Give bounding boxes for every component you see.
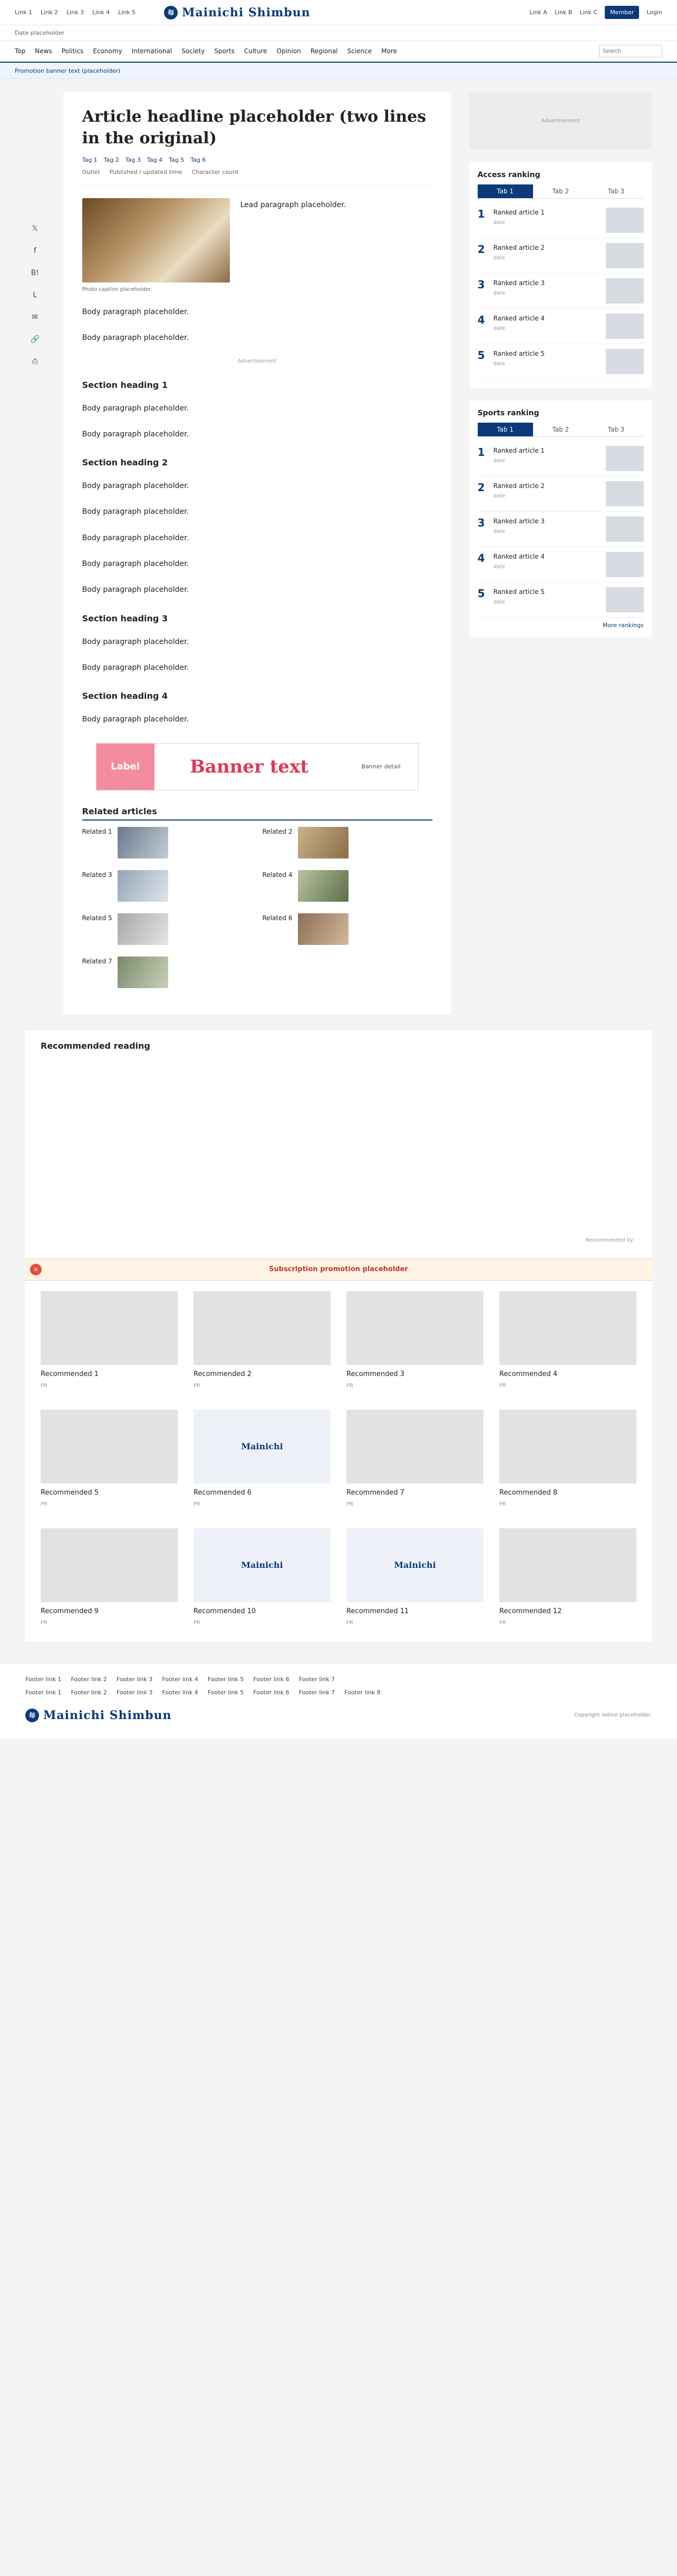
related-item[interactable]: [263, 913, 432, 950]
footer-logo[interactable]: [25, 1709, 172, 1722]
page-body: [25, 92, 652, 1014]
card-image: Mainichi: [346, 1528, 483, 1602]
card-pr: PR: [194, 1382, 200, 1389]
footer-link[interactable]: Footer link 3: [116, 1675, 153, 1683]
lead-block: [82, 198, 432, 294]
card-pr: PR: [499, 1501, 506, 1507]
top-right-link[interactable]: Link A: [529, 9, 547, 16]
paragraph: Body paragraph placeholder.: [82, 404, 189, 413]
recommend-card[interactable]: [346, 1528, 483, 1626]
recommend-card[interactable]: [194, 1291, 331, 1389]
rank-number: 3: [477, 278, 485, 291]
related-thumb: [298, 870, 349, 902]
card-image: [41, 1528, 178, 1602]
related-item[interactable]: [263, 827, 432, 864]
section-heading: Section heading 1: [82, 379, 168, 390]
ranking-item[interactable]: [478, 274, 644, 309]
related-text: Related 3: [82, 871, 112, 879]
nav-item[interactable]: More: [381, 47, 397, 55]
card-caption: Recommended 9: [41, 1607, 99, 1615]
rank-date: date: [493, 219, 506, 226]
card-pr: PR: [41, 1382, 47, 1389]
rank-title: Ranked article 3: [493, 518, 545, 525]
footer-link[interactable]: Footer link 8: [344, 1689, 381, 1696]
paragraph: Body paragraph placeholder.: [82, 508, 189, 516]
article-body: [82, 305, 432, 727]
rank-date: date: [493, 599, 506, 605]
recommend-card[interactable]: [194, 1528, 331, 1626]
nav-item[interactable]: News: [35, 47, 52, 55]
rank-number: 4: [477, 314, 485, 326]
recommend-header: [25, 1030, 652, 1258]
recommend-card[interactable]: [194, 1410, 331, 1507]
rank-number: 5: [477, 349, 485, 362]
rank-thumb: [606, 349, 644, 374]
paragraph: Body paragraph placeholder.: [82, 334, 189, 343]
card-caption: Recommended 3: [346, 1370, 405, 1378]
nav-item[interactable]: Sports: [214, 47, 235, 55]
nav-item[interactable]: Regional: [310, 47, 338, 55]
sidebar: [469, 92, 652, 1014]
footer-row: [25, 1676, 652, 1683]
tag-link[interactable]: Tag 4: [147, 157, 163, 163]
rank-number: 3: [477, 516, 485, 529]
tag-link[interactable]: Tag 6: [190, 157, 206, 163]
rank-title: Ranked article 1: [493, 209, 545, 216]
card-pr: PR: [41, 1619, 47, 1626]
card-pr: PR: [41, 1501, 47, 1507]
site-footer: [0, 1663, 677, 1738]
footer-link[interactable]: Footer link 2: [71, 1675, 107, 1683]
lead-photo[interactable]: [82, 198, 230, 294]
rank-thumb: [606, 481, 644, 506]
byline-length: Character count: [191, 169, 239, 175]
top-link[interactable]: Link 1: [15, 9, 33, 16]
footer-link[interactable]: Footer link 4: [162, 1689, 198, 1696]
card-image: [194, 1291, 331, 1365]
top-right-link[interactable]: Link C: [579, 9, 598, 16]
card-caption: Recommended 7: [346, 1488, 405, 1497]
rank-number: 1: [477, 446, 485, 458]
nav-item[interactable]: Opinion: [276, 47, 301, 55]
related-thumb: [118, 957, 168, 988]
footer-link[interactable]: Footer link 7: [298, 1675, 335, 1683]
top-bar: [0, 0, 677, 25]
related-grid: [82, 827, 432, 993]
card-pr: PR: [499, 1382, 506, 1389]
copyright: Copyright notice placeholder.: [574, 1712, 652, 1719]
banner-right: Banner detail: [361, 763, 401, 770]
related-thumb: [118, 913, 168, 945]
footer-link[interactable]: Footer link 6: [253, 1689, 289, 1696]
tag-link[interactable]: Tag 3: [125, 157, 141, 163]
print-icon[interactable]: ⎙: [32, 357, 38, 366]
rank-title: Ranked article 4: [493, 315, 545, 322]
subscription-banner[interactable]: [96, 743, 419, 791]
rank-number: 5: [477, 587, 485, 600]
footer-link[interactable]: Footer link 5: [207, 1675, 244, 1683]
rank-thumb: [606, 587, 644, 612]
related-text: Related 5: [82, 914, 112, 922]
paragraph: Body paragraph placeholder.: [82, 560, 189, 569]
paragraph: Body paragraph placeholder.: [82, 482, 189, 491]
rank-thumb: [606, 278, 644, 304]
rank-number: 2: [477, 243, 485, 256]
card-caption: Recommended 1: [41, 1370, 99, 1378]
ad-label: Advertisement: [237, 358, 277, 364]
ranking-tab[interactable]: Tab 2: [552, 188, 569, 195]
paragraph: Body paragraph placeholder.: [82, 430, 189, 438]
rank-date: date: [493, 255, 506, 261]
rank-title: Ranked article 2: [493, 482, 545, 490]
footer-link[interactable]: Footer link 3: [116, 1689, 153, 1696]
ranking-item[interactable]: [478, 582, 644, 618]
lead-paragraph: Lead paragraph placeholder.: [240, 201, 346, 209]
nav-item[interactable]: Economy: [93, 47, 122, 55]
card-pr: PR: [499, 1619, 506, 1626]
card-caption: Recommended 11: [346, 1607, 409, 1615]
card-caption: Recommended 5: [41, 1488, 99, 1497]
recommend-section: [25, 1030, 652, 1642]
footer-link[interactable]: Footer link 1: [25, 1689, 62, 1696]
card-caption: Recommended 8: [499, 1488, 558, 1497]
related-thumb: [118, 827, 168, 858]
card-caption: Recommended 4: [499, 1370, 558, 1378]
rank-title: Ranked article 4: [493, 553, 545, 560]
card-image: [41, 1291, 178, 1365]
rank-title: Ranked article 2: [493, 244, 545, 251]
lead-photo-image: [82, 198, 230, 282]
ranking-tab[interactable]: Tab 1: [478, 423, 533, 436]
mail-share-icon[interactable]: ✉: [32, 313, 38, 321]
related-text: Related 1: [82, 827, 112, 835]
link-copy-icon[interactable]: 🔗: [30, 335, 40, 344]
rank-date: date: [493, 528, 506, 534]
byline: [82, 169, 432, 186]
paragraph: Body paragraph placeholder.: [82, 308, 189, 316]
rank-date: date: [493, 457, 506, 464]
rank-date: date: [493, 325, 506, 331]
card-pr: PR: [346, 1382, 353, 1389]
recommend-label: Recommended by: [585, 1237, 633, 1243]
section-heading: Section heading 2: [82, 457, 168, 468]
recommend-grid: [25, 1281, 652, 1642]
rank-thumb: [606, 516, 644, 542]
ranking-item[interactable]: [478, 203, 644, 238]
banner-left: Label: [96, 744, 154, 790]
more-rankings-link[interactable]: More rankings: [602, 622, 644, 629]
top-right-link[interactable]: Link B: [554, 9, 573, 16]
site-logo[interactable]: [164, 6, 311, 19]
banner-main: Banner text: [190, 756, 309, 777]
card-image: [499, 1291, 636, 1365]
float-bar-text: Subscription promotion placeholder: [269, 1265, 408, 1274]
related-thumb: [298, 827, 349, 858]
search-input[interactable]: [599, 45, 662, 57]
related-thumb: [118, 870, 168, 902]
related-item[interactable]: [82, 913, 252, 950]
top-left-links: [15, 9, 136, 16]
member-button[interactable]: Member: [605, 6, 639, 19]
paragraph: Body paragraph placeholder.: [82, 637, 189, 646]
top-right-links: [529, 6, 662, 19]
related-text: Related 4: [262, 871, 293, 879]
related-item[interactable]: [263, 870, 432, 907]
tag-link[interactable]: Tag 2: [103, 157, 119, 163]
ranking-tabs: [478, 184, 644, 199]
card-image: Mainichi: [194, 1410, 331, 1484]
ranking-title: Sports ranking: [477, 409, 539, 417]
card-image: [499, 1410, 636, 1484]
card-pr: PR: [346, 1619, 353, 1626]
facebook-share-icon[interactable]: f: [33, 247, 36, 255]
related-text: Related 2: [262, 827, 293, 835]
rank-number: 1: [477, 208, 485, 220]
site-name: Mainichi Shimbun: [182, 5, 311, 19]
rank-thumb: [606, 446, 644, 471]
tag-link[interactable]: Tag 5: [169, 157, 185, 163]
rank-thumb: [606, 243, 644, 268]
subscribe-float-bar[interactable]: [25, 1258, 652, 1281]
close-icon[interactable]: ✕: [30, 1264, 42, 1275]
x-share-icon[interactable]: 𝕏: [32, 225, 38, 233]
card-caption: Recommended 2: [194, 1370, 252, 1378]
article-headline: Article headline placeholder (two lines in the original): [82, 108, 427, 148]
ranking-tabs: [478, 423, 644, 437]
logo-mark-icon: 毎: [164, 6, 178, 19]
rank-title: Ranked article 1: [493, 447, 545, 454]
ranking-item[interactable]: [478, 441, 644, 476]
byline-time: Published / updated time: [109, 169, 182, 175]
rank-date: date: [493, 493, 506, 499]
rank-title: Ranked article 5: [493, 588, 545, 596]
ranking-box: [469, 162, 652, 388]
ranking-item[interactable]: [478, 238, 644, 274]
card-image: [346, 1410, 483, 1484]
recommend-card[interactable]: [346, 1291, 483, 1389]
article-tags: [82, 157, 432, 163]
ranking-tab[interactable]: Tab 3: [607, 188, 625, 195]
rank-thumb: [606, 314, 644, 339]
nav-item[interactable]: Society: [181, 47, 205, 55]
footer-link[interactable]: Footer link 1: [25, 1675, 62, 1683]
hatena-share-icon[interactable]: B!: [31, 269, 39, 277]
logo-mark-icon: 毎: [25, 1709, 39, 1722]
footer-link[interactable]: Footer link 6: [253, 1675, 289, 1683]
rank-thumb: [606, 208, 644, 233]
nav-item[interactable]: Science: [347, 47, 372, 55]
card-pr: PR: [194, 1619, 200, 1626]
related-text: Related 7: [82, 957, 112, 965]
rank-number: 2: [477, 481, 485, 494]
related-title: Related articles: [82, 806, 432, 821]
ranking-item[interactable]: [478, 309, 644, 344]
top-link[interactable]: Link 3: [66, 9, 84, 16]
sidebar-ad[interactable]: Advertisement: [469, 92, 652, 150]
related-item[interactable]: [82, 870, 252, 907]
line-share-icon[interactable]: L: [33, 291, 37, 299]
footer-row: [25, 1689, 652, 1696]
rank-date: date: [493, 290, 506, 296]
card-caption: Recommended 6: [194, 1488, 252, 1497]
rank-date: date: [493, 360, 506, 367]
recommend-card[interactable]: [41, 1410, 178, 1507]
recommend-title: Recommended reading: [41, 1040, 150, 1051]
related-text: Related 6: [262, 914, 293, 922]
paragraph: Body paragraph placeholder.: [82, 586, 189, 594]
sports-ranking-box: [469, 401, 652, 637]
recommend-card[interactable]: [41, 1528, 178, 1626]
tag-link[interactable]: Tag 1: [82, 157, 98, 163]
rank-title: Ranked article 5: [493, 350, 545, 357]
ranking-item[interactable]: [478, 547, 644, 582]
recommend-card[interactable]: [41, 1291, 178, 1389]
card-image: [499, 1528, 636, 1602]
ranking-tab[interactable]: Tab 1: [478, 184, 533, 198]
rank-title: Ranked article 3: [493, 279, 545, 287]
promo-banner[interactable]: Promotion banner text (placeholder): [0, 63, 677, 79]
recommend-placeholder: [41, 1058, 636, 1248]
date-strip: Date placeholder: [0, 25, 677, 41]
footer-link[interactable]: Footer link 2: [71, 1689, 107, 1696]
recommend-card[interactable]: [499, 1410, 636, 1507]
footer-link[interactable]: Footer link 7: [298, 1689, 335, 1696]
ranking-tab[interactable]: Tab 3: [607, 426, 625, 433]
paragraph: Body paragraph placeholder.: [82, 715, 189, 724]
nav-item[interactable]: International: [131, 47, 172, 55]
section-heading: Section heading 4: [82, 691, 168, 701]
related-item[interactable]: [82, 827, 252, 864]
footer-link[interactable]: Footer link 5: [207, 1689, 244, 1696]
share-rail: [25, 92, 45, 1014]
main-nav: [0, 41, 677, 63]
rank-date: date: [493, 563, 506, 570]
footer-link[interactable]: Footer link 4: [162, 1675, 198, 1683]
login-link[interactable]: Login: [646, 9, 662, 16]
recommend-card[interactable]: [499, 1528, 636, 1626]
card-pr: PR: [194, 1501, 200, 1507]
article: [63, 92, 451, 1014]
ranking-item[interactable]: [478, 512, 644, 547]
footer-site-name: Mainichi Shimbun: [43, 1708, 172, 1722]
related-item[interactable]: [82, 957, 252, 993]
top-link[interactable]: Link 5: [118, 9, 136, 16]
byline-outlet: Outlet: [82, 169, 100, 175]
rank-thumb: [606, 552, 644, 577]
nav-item[interactable]: Top: [15, 47, 26, 55]
related-thumb: [298, 913, 349, 945]
ranking-title: Access ranking: [477, 171, 540, 179]
card-image: Mainichi: [194, 1528, 331, 1602]
card-pr: PR: [346, 1501, 353, 1507]
card-caption: Recommended 12: [499, 1607, 562, 1615]
recommend-card[interactable]: [499, 1291, 636, 1389]
rank-number: 4: [477, 552, 485, 564]
paragraph: Body paragraph placeholder.: [82, 663, 189, 672]
footer-bottom: [25, 1709, 652, 1722]
ranking-item[interactable]: [478, 344, 644, 379]
card-image: [346, 1291, 483, 1365]
photo-caption: Photo caption placeholder.: [82, 287, 152, 292]
nav-item[interactable]: Culture: [244, 47, 267, 55]
paragraph: Body paragraph placeholder.: [82, 533, 189, 542]
top-link[interactable]: Link 4: [92, 9, 110, 16]
nav-item[interactable]: Politics: [61, 47, 84, 55]
ranking-item[interactable]: [478, 476, 644, 512]
section-heading: Section heading 3: [82, 613, 168, 623]
card-image: [41, 1410, 178, 1484]
top-link[interactable]: Link 2: [41, 9, 59, 16]
card-caption: Recommended 10: [194, 1607, 256, 1615]
related-articles: [82, 806, 432, 993]
recommend-card[interactable]: [346, 1410, 483, 1507]
ranking-tab[interactable]: Tab 2: [552, 426, 569, 433]
